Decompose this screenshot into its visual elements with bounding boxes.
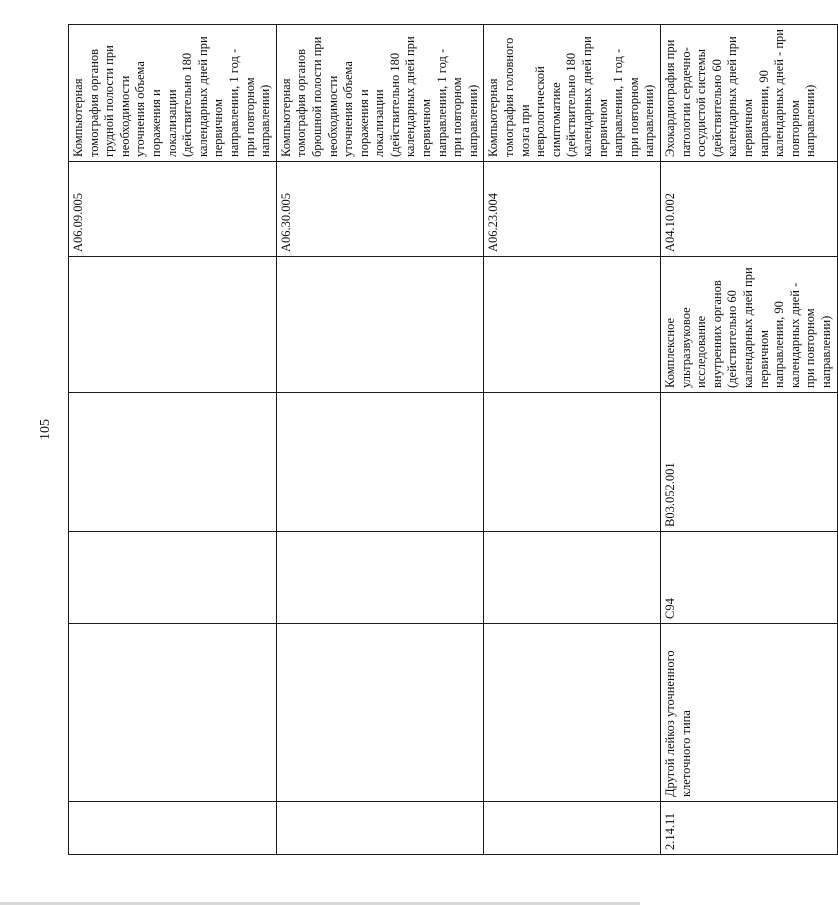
study-code-cell: A04.10.002 xyxy=(660,162,837,257)
diagnosis-cell xyxy=(69,624,277,802)
diagnosis-cell: Другой лейкоз уточненного клеточного типа xyxy=(660,624,837,802)
service-code-cell: B03.052.001 xyxy=(660,393,837,532)
icd-code-cell xyxy=(484,532,661,624)
service-code-cell xyxy=(484,393,661,532)
service-name-cell xyxy=(276,257,484,393)
row-code-cell: 2.14.11 xyxy=(660,802,837,855)
service-code-cell xyxy=(69,393,277,532)
service-name-cell xyxy=(484,257,661,393)
study-name-cell: Компьютерная томография органов брюшной полости при необходимости уточнения объема поражения и локализации (действительно 180 календарных дней при первичном направлении, 1 год - при повторном направлении) xyxy=(276,25,484,162)
icd-code-cell xyxy=(276,532,484,624)
requirements-table xyxy=(68,24,838,855)
table-row xyxy=(484,25,661,855)
row-code-cell xyxy=(69,802,277,855)
diagnosis-cell xyxy=(484,624,661,802)
study-name-cell: Компьютерная томография головного мозга при неврологической симптоматике (действительно 180 календарных дней при первичном направлении, 1 год - при повторном направлении) xyxy=(484,25,661,162)
service-name-cell: Комплексное ультразвуковое исследование внутренних органов (действительно 60 календарных дней при первичном направлении, 90 календарных дней - при повторном направлении) xyxy=(660,257,837,393)
table-row xyxy=(660,25,837,855)
study-name-cell: Эхокардиография при патологии сердечно-сосудистой системы (действительно 60 календарных дней при первичном направлении, 90 календарных дней - при повторном направлении) xyxy=(660,25,837,162)
service-code-cell xyxy=(276,393,484,532)
row-code-cell xyxy=(484,802,661,855)
service-name-cell xyxy=(69,257,277,393)
study-code-cell: A06.23.004 xyxy=(484,162,661,257)
icd-code-cell xyxy=(69,532,277,624)
page-number: 105 xyxy=(38,419,53,440)
table-row xyxy=(276,25,484,855)
row-code-cell xyxy=(276,802,484,855)
study-name-cell: Компьютерная томография органов грудной полости при необходимости уточнения объема поражения и локализации (действительно 180 календарных дней при первичном направлении, 1 год - при повторном направлении) xyxy=(69,25,277,162)
study-code-cell: A06.09.005 xyxy=(69,162,277,257)
icd-code-cell: C94 xyxy=(660,532,837,624)
study-code-cell: A06.30.005 xyxy=(276,162,484,257)
table-row xyxy=(69,25,277,855)
rotated-table-container xyxy=(68,25,833,855)
diagnosis-cell xyxy=(276,624,484,802)
